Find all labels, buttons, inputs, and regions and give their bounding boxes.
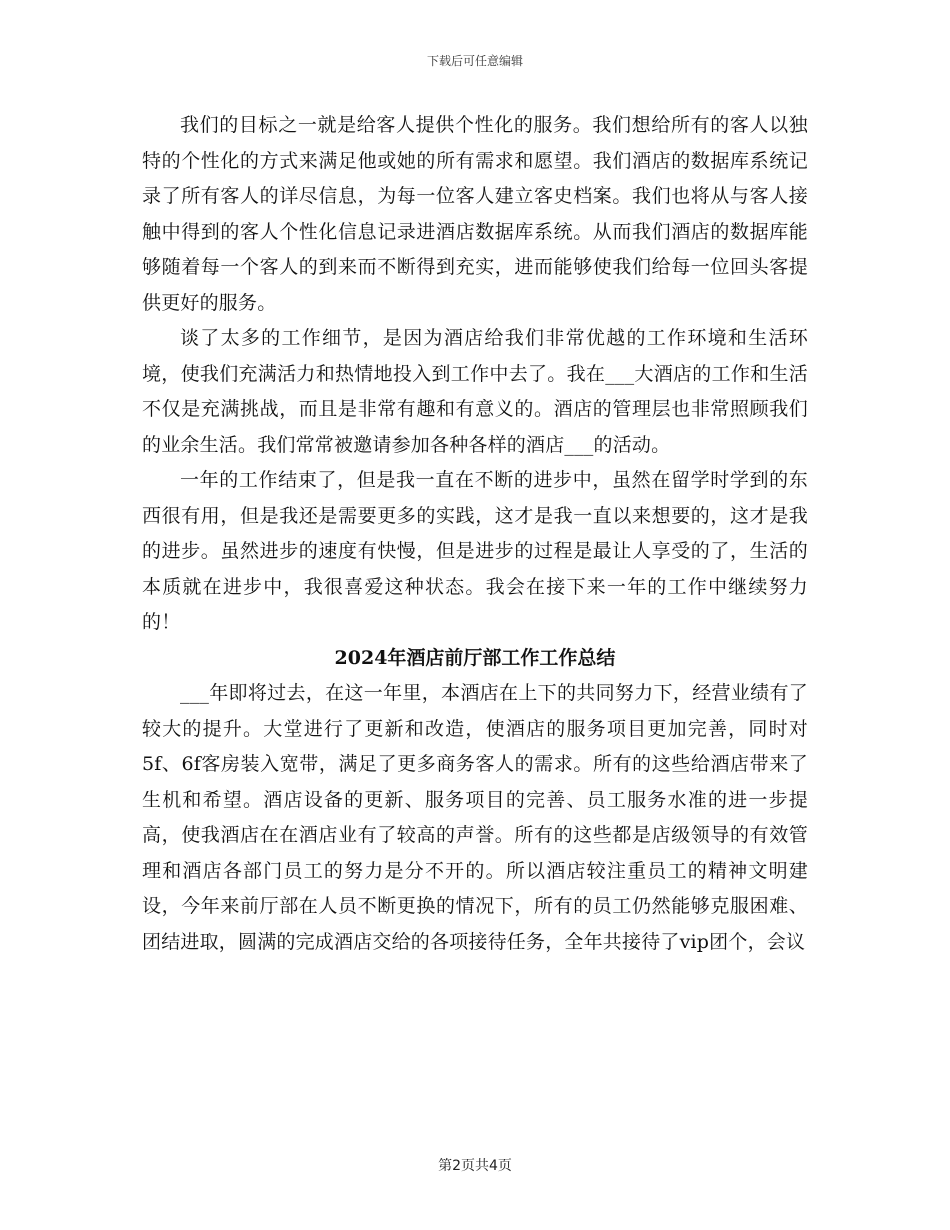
body-paragraph-1: 我们的目标之一就是给客人提供个性化的服务。我们想给所有的客人以独特的个性化的方式来满足他或她的所有需求和愿望。我们酒店的数据库系统记录了所有客人的详尽信息，为每一位客人建立客史档案。我们也将从与客人接触中得到的客人个性化信息记录进酒店数据库系统。从而我们酒店的数据库能够随着每一个客人的到来而不断得到充实，进而能够使我们给每一位回头客提供更好的服务。 xyxy=(142,114,808,314)
document-body xyxy=(142,108,808,960)
section-paragraph: ___年即将过去，在这一年里，本酒店在上下的共同努力下，经营业绩有了较大的提升。大堂进行了更新和改造，使酒店的服务项目更加完善，同时对5f、6f客房装入宽带，满足了更多商务客人的需求。所有的这些给酒店带来了生机和希望。酒店设备的更新、服务项目的完善、员工服务水准的进一步提高，使我酒店在在酒店业有了较高的声誉。所有的这些都是店级领导的有效管理和酒店各部门员工的努力是分不开的。所以酒店较注重员工的精神文明建设，今年来前厅部在人员不断更换的情况下，所有的员工仍然能够克服困难、团结进取，圆满的完成酒店交给的各项接待任务，全年共接待了vip团个，会议 xyxy=(142,682,808,953)
section-title: 2024年酒店前厅部工作工作总结 xyxy=(334,646,616,669)
page-header-note: 下载后可任意编辑 xyxy=(426,54,523,68)
body-paragraph-3: 一年的工作结束了，但是我一直在不断的进步中，虽然在留学时学到的东西很有用，但是我还是需要更多的实践，这才是我一直以来想要的，这才是我的进步。虽然进步的速度有快慢，但是进步的过程是最让人享受的了，生活的本质就在进步中，我很喜爱这种状态。我会在接下来一年的工作中继续努力的！ xyxy=(142,469,808,633)
body-paragraph-2: 谈了太多的工作细节，是因为酒店给我们非常优越的工作环境和生活环境，使我们充满活力和热情地投入到工作中去了。我在___大酒店的工作和生活不仅是充满挑战，而且是非常有趣和有意义的。酒店的管理层也非常照顾我们的业余生活。我们常常被邀请参加各种各样的酒店___的活动。 xyxy=(142,327,808,456)
page-number: 第2页共4页 xyxy=(438,1158,512,1174)
